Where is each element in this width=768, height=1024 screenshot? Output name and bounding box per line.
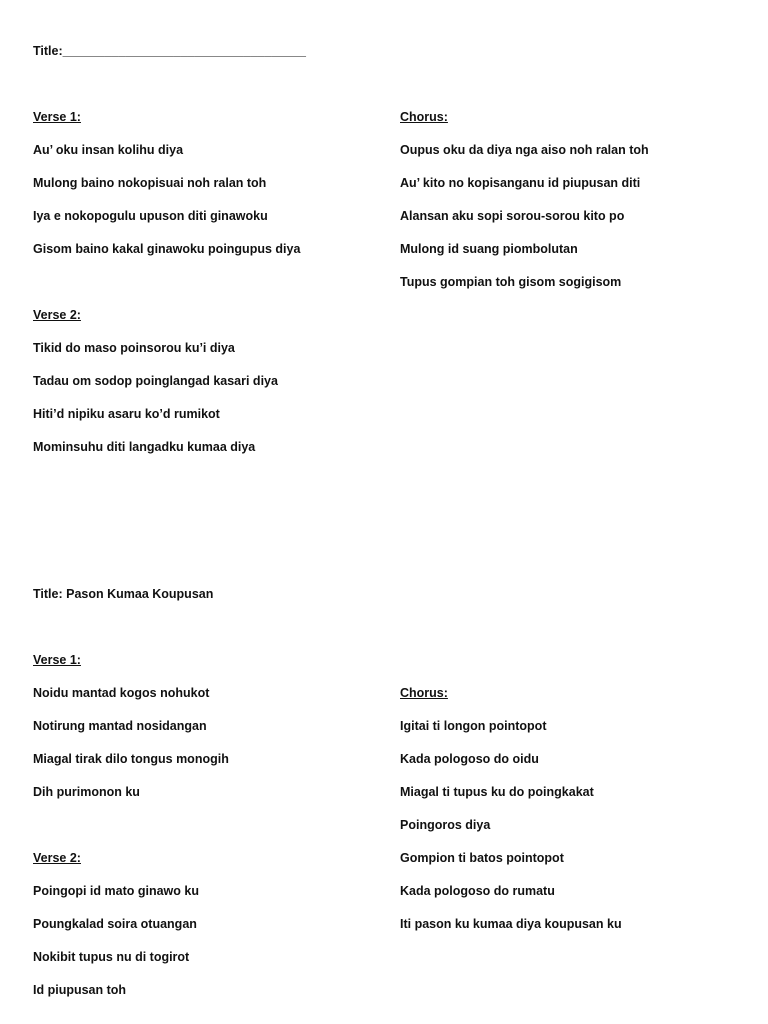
song1-verse1-line: Mulong baino nokopisuai noh ralan toh <box>33 176 267 190</box>
song2-title: Title: Pason Kumaa Koupusan <box>33 587 214 601</box>
song1-verse1-line: Au’ oku insan kolihu diya <box>33 143 184 157</box>
song1-verse2-line: Mominsuhu diti langadku kumaa diya <box>33 440 256 454</box>
song1-chorus-line: Tupus gompian toh gisom sogigisom <box>400 275 622 289</box>
song2-chorus-line: Poingoros diya <box>400 818 491 832</box>
song2-chorus-line: Igitai ti longon pointopot <box>400 719 547 733</box>
song1-verse1-heading: Verse 1: <box>33 110 81 124</box>
song2-verse1-line: Notirung mantad nosidangan <box>33 719 207 733</box>
song2-verse2-line: Poungkalad soira otuangan <box>33 917 197 931</box>
song2-verse1-line: Dih purimonon ku <box>33 785 140 799</box>
song1-chorus-line: Au’ kito no kopisanganu id piupusan diti <box>400 176 641 190</box>
song2-verse1-line: Miagal tirak dilo tongus monogih <box>33 752 229 766</box>
song2-chorus-line: Miagal ti tupus ku do poingkakat <box>400 785 594 799</box>
song1-verse2-line: Hiti’d nipiku asaru ko’d rumikot <box>33 407 220 421</box>
song2-chorus-line: Gompion ti batos pointopot <box>400 851 564 865</box>
song2-chorus-line: Iti pason ku kumaa diya koupusan ku <box>400 917 622 931</box>
song1-verse2-line: Tadau om sodop poinglangad kasari diya <box>33 374 278 388</box>
song2-verse2-line: Nokibit tupus nu di togirot <box>33 950 190 964</box>
song1-verse1-line: Iya e nokopogulu upuson diti ginawoku <box>33 209 268 223</box>
song2-verse2-line: Id piupusan toh <box>33 983 127 997</box>
song2-verse2-line: Poingopi id mato ginawo ku <box>33 884 199 898</box>
song1-chorus-line: Mulong id suang piombolutan <box>400 242 578 256</box>
song1-chorus-line: Alansan aku sopi sorou-sorou kito po <box>400 209 625 223</box>
song1-chorus-heading: Chorus: <box>400 110 448 124</box>
song2-chorus-line: Kada pologoso do oidu <box>400 752 539 766</box>
song2-chorus-line: Kada pologoso do rumatu <box>400 884 555 898</box>
song1-verse2-line: Tikid do maso poinsorou ku’i diya <box>33 341 235 355</box>
song2-chorus-heading: Chorus: <box>400 686 448 700</box>
song2-verse2-heading: Verse 2: <box>33 851 81 865</box>
song1-verse1-line: Gisom baino kakal ginawoku poingupus diya <box>33 242 301 256</box>
song2-verse1-heading: Verse 1: <box>33 653 81 667</box>
song1-title: Title:___________________________________ <box>33 44 306 58</box>
song1-verse2-heading: Verse 2: <box>33 308 81 322</box>
song2-verse1-line: Noidu mantad kogos nohukot <box>33 686 210 700</box>
song1-chorus-line: Oupus oku da diya nga aiso noh ralan toh <box>400 143 649 157</box>
